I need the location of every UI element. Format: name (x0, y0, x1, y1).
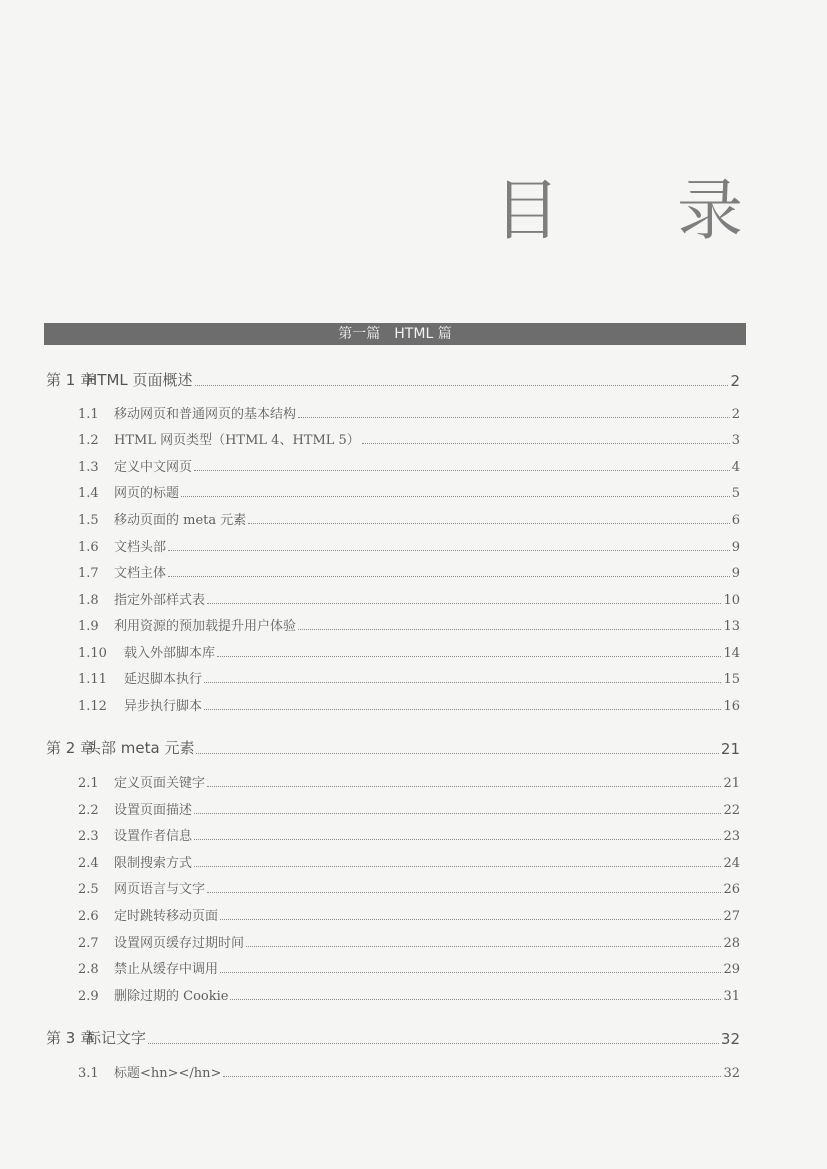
toc-section[interactable] (78, 695, 740, 714)
section-title: 移动页面的 meta 元素 (114, 513, 247, 528)
page-number: 2 (731, 407, 740, 422)
leader-dots (217, 655, 721, 657)
chapter-number: 第 1 章 (46, 371, 96, 389)
leader-dots (223, 1075, 721, 1077)
toc-section[interactable] (78, 905, 740, 924)
section-title: 定义页面关键字 (114, 776, 206, 791)
leader-dots (168, 575, 730, 577)
toc-section[interactable] (78, 1062, 740, 1081)
section-title: 延迟脚本执行 (124, 672, 203, 687)
toc-section[interactable] (78, 615, 740, 634)
page-number: 13 (723, 619, 740, 634)
toc-section[interactable] (78, 852, 740, 871)
leader-dots (248, 522, 729, 524)
section-title: 标题<hn></hn> (114, 1066, 222, 1081)
section-title: 设置页面描述 (114, 803, 193, 818)
section-number: 1.6 (78, 540, 99, 555)
section-number: 2.3 (78, 829, 99, 844)
section-title: 删除过期的 Cookie (114, 989, 229, 1004)
toc-section[interactable] (78, 985, 740, 1004)
page-number: 21 (720, 740, 740, 758)
chapter-number: 第 3 章 (46, 1029, 96, 1047)
page-number: 4 (731, 460, 740, 475)
section-number: 3.1 (78, 1066, 99, 1081)
page-number: 26 (723, 882, 740, 897)
page-number: 14 (723, 646, 740, 661)
leader-dots (194, 469, 730, 471)
toc-section[interactable] (78, 932, 740, 951)
chapter-title: 标记文字 (86, 1029, 147, 1047)
leader-dots (168, 549, 730, 551)
toc-section[interactable] (78, 642, 740, 661)
section-title: 网页的标题 (114, 486, 180, 501)
page-number: 24 (723, 856, 740, 871)
page-number: 21 (723, 776, 740, 791)
section-title: 文档主体 (114, 566, 167, 581)
toc-section[interactable] (78, 482, 740, 501)
chapter-number: 第 2 章 (46, 739, 96, 757)
leader-dots (181, 495, 730, 497)
leader-dots (298, 628, 721, 630)
section-number: 1.1 (78, 407, 99, 422)
leader-dots (194, 812, 721, 814)
chapter-title: 头部 meta 元素 (86, 739, 195, 757)
section-title: 定时跳转移动页面 (114, 909, 219, 924)
section-title: 禁止从缓存中调用 (114, 962, 219, 977)
page-number: 32 (723, 1066, 740, 1081)
toc-section[interactable] (78, 772, 740, 791)
leader-dots (207, 785, 721, 787)
section-number: 1.12 (78, 699, 107, 714)
toc-section[interactable] (78, 878, 740, 897)
toc-chapter-2[interactable] (46, 737, 740, 758)
section-title: 限制搜索方式 (114, 856, 193, 871)
section-number: 1.2 (78, 433, 99, 448)
page-number: 31 (723, 989, 740, 1004)
leader-dots (246, 945, 721, 947)
section-number: 1.9 (78, 619, 99, 634)
toc-section[interactable] (78, 403, 740, 422)
leader-dots (220, 918, 721, 920)
toc-section[interactable] (78, 668, 740, 687)
toc-section[interactable] (78, 429, 740, 448)
page-number: 27 (723, 909, 740, 924)
section-number: 1.10 (78, 646, 107, 661)
section-title: 网页语言与文字 (114, 882, 206, 897)
page-title: 目 录 (494, 172, 791, 249)
leader-dots (298, 416, 730, 418)
section-number: 2.6 (78, 909, 99, 924)
section-title: 文档头部 (114, 540, 167, 555)
toc-section[interactable] (78, 536, 740, 555)
leader-dots (207, 602, 721, 604)
toc-chapter-3[interactable] (46, 1027, 740, 1048)
toc-section[interactable] (78, 825, 740, 844)
section-title: 设置网页缓存过期时间 (114, 936, 245, 951)
section-title: 异步执行脚本 (124, 699, 203, 714)
toc-section[interactable] (78, 958, 740, 977)
page-number: 32 (720, 1030, 740, 1048)
section-number: 1.11 (78, 672, 107, 687)
section-number: 2.1 (78, 776, 99, 791)
page-number: 6 (731, 513, 740, 528)
leader-dots (194, 865, 721, 867)
page-number: 10 (723, 593, 740, 608)
toc-section[interactable] (78, 562, 740, 581)
part-heading: 第一篇 HTML 篇 (44, 323, 746, 345)
leader-dots (362, 442, 730, 444)
section-title: HTML 网页类型（HTML 4、HTML 5） (114, 433, 360, 448)
leader-dots (204, 708, 721, 710)
toc-chapter-1[interactable] (46, 369, 740, 390)
section-number: 2.8 (78, 962, 99, 977)
section-number: 1.3 (78, 460, 99, 475)
page-number: 28 (723, 936, 740, 951)
page-number: 29 (723, 962, 740, 977)
section-number: 2.7 (78, 936, 99, 951)
toc-section[interactable] (78, 799, 740, 818)
section-number: 2.9 (78, 989, 99, 1004)
section-title: 载入外部脚本库 (124, 646, 216, 661)
toc-section[interactable] (78, 509, 740, 528)
section-title: 指定外部样式表 (114, 593, 206, 608)
page-number: 15 (723, 672, 740, 687)
page-number: 16 (723, 699, 740, 714)
page-number: 9 (731, 566, 740, 581)
page-number: 22 (723, 803, 740, 818)
leader-dots (207, 891, 721, 893)
leader-dots (196, 752, 718, 754)
section-number: 1.8 (78, 593, 99, 608)
leader-dots (204, 681, 721, 683)
leader-dots (220, 971, 721, 973)
section-title: 定义中文网页 (114, 460, 193, 475)
leader-dots (195, 384, 729, 386)
page-number: 9 (731, 540, 740, 555)
leader-dots (194, 838, 721, 840)
section-title: 移动网页和普通网页的基本结构 (114, 407, 297, 422)
section-title: 设置作者信息 (114, 829, 193, 844)
page-number: 2 (730, 372, 740, 390)
section-number: 2.2 (78, 803, 99, 818)
toc-section[interactable] (78, 456, 740, 475)
section-title: 利用资源的预加载提升用户体验 (114, 619, 297, 634)
section-number: 2.5 (78, 882, 99, 897)
page-number: 5 (731, 486, 740, 501)
page-number: 23 (723, 829, 740, 844)
toc-section[interactable] (78, 589, 740, 608)
leader-dots (148, 1042, 719, 1044)
chapter-title: HTML 页面概述 (86, 371, 193, 389)
page-number: 3 (731, 433, 740, 448)
leader-dots (230, 998, 721, 1000)
section-number: 1.5 (78, 513, 99, 528)
section-number: 2.4 (78, 856, 99, 871)
section-number: 1.4 (78, 486, 99, 501)
section-number: 1.7 (78, 566, 99, 581)
